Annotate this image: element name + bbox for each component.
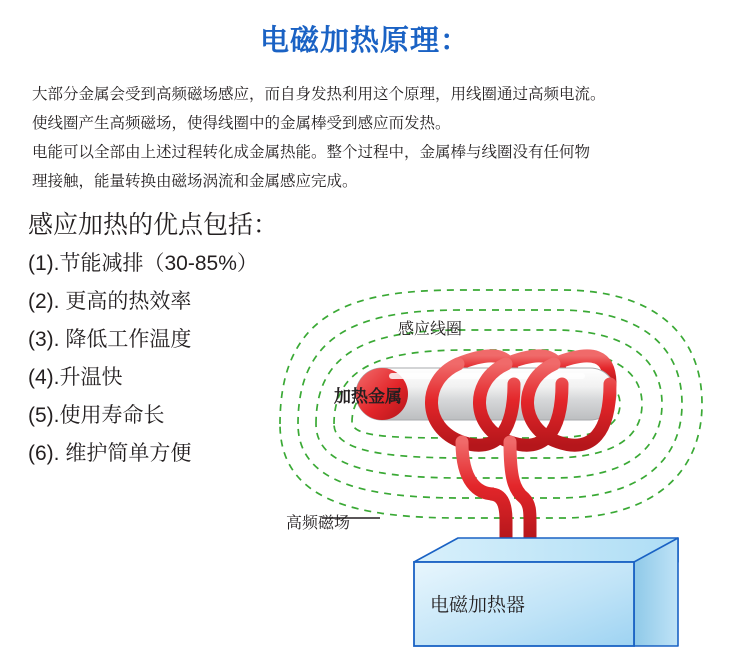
coil-leads bbox=[462, 442, 530, 540]
label-induction-coil: 感应线圈 bbox=[398, 321, 463, 338]
list-item: (3). 降低工作温度 bbox=[28, 328, 192, 351]
intro-line-3: 电能可以全部由上述过程转化成金属热能。整个过程中，金属棒与线圈没有任何物 bbox=[32, 144, 591, 161]
list-item: (2). 更高的热效率 bbox=[28, 290, 192, 313]
page-title: 电磁加热原理： bbox=[259, 25, 470, 57]
label-magnetic-field: 高频磁场 bbox=[286, 515, 351, 532]
list-item: (4).升温快 bbox=[28, 366, 123, 389]
list-item: (1).节能减排（30-85%） bbox=[28, 252, 258, 275]
list-item: (5).使用寿命长 bbox=[28, 404, 165, 427]
label-electromagnetic-heater: 电磁加热器 bbox=[430, 595, 526, 616]
label-heated-metal: 加热金属 bbox=[334, 387, 402, 406]
intro-line-2: 使线圈产生高频磁场，使得线圈中的金属棒受到感应而发热。 bbox=[32, 115, 451, 132]
induction-heating-diagram bbox=[262, 272, 722, 664]
advantages-list bbox=[28, 245, 288, 473]
intro-line-4: 理接触，能量转换由磁场涡流和金属感应完成。 bbox=[32, 173, 358, 190]
intro-paragraph bbox=[32, 80, 704, 196]
advantages-heading: 感应加热的优点包括： bbox=[28, 211, 279, 239]
intro-line-1: 大部分金属会受到高频磁场感应，而自身发热利用这个原理，用线圈通过高频电流。 bbox=[32, 86, 606, 103]
list-item: (6). 维护简单方便 bbox=[28, 442, 192, 465]
